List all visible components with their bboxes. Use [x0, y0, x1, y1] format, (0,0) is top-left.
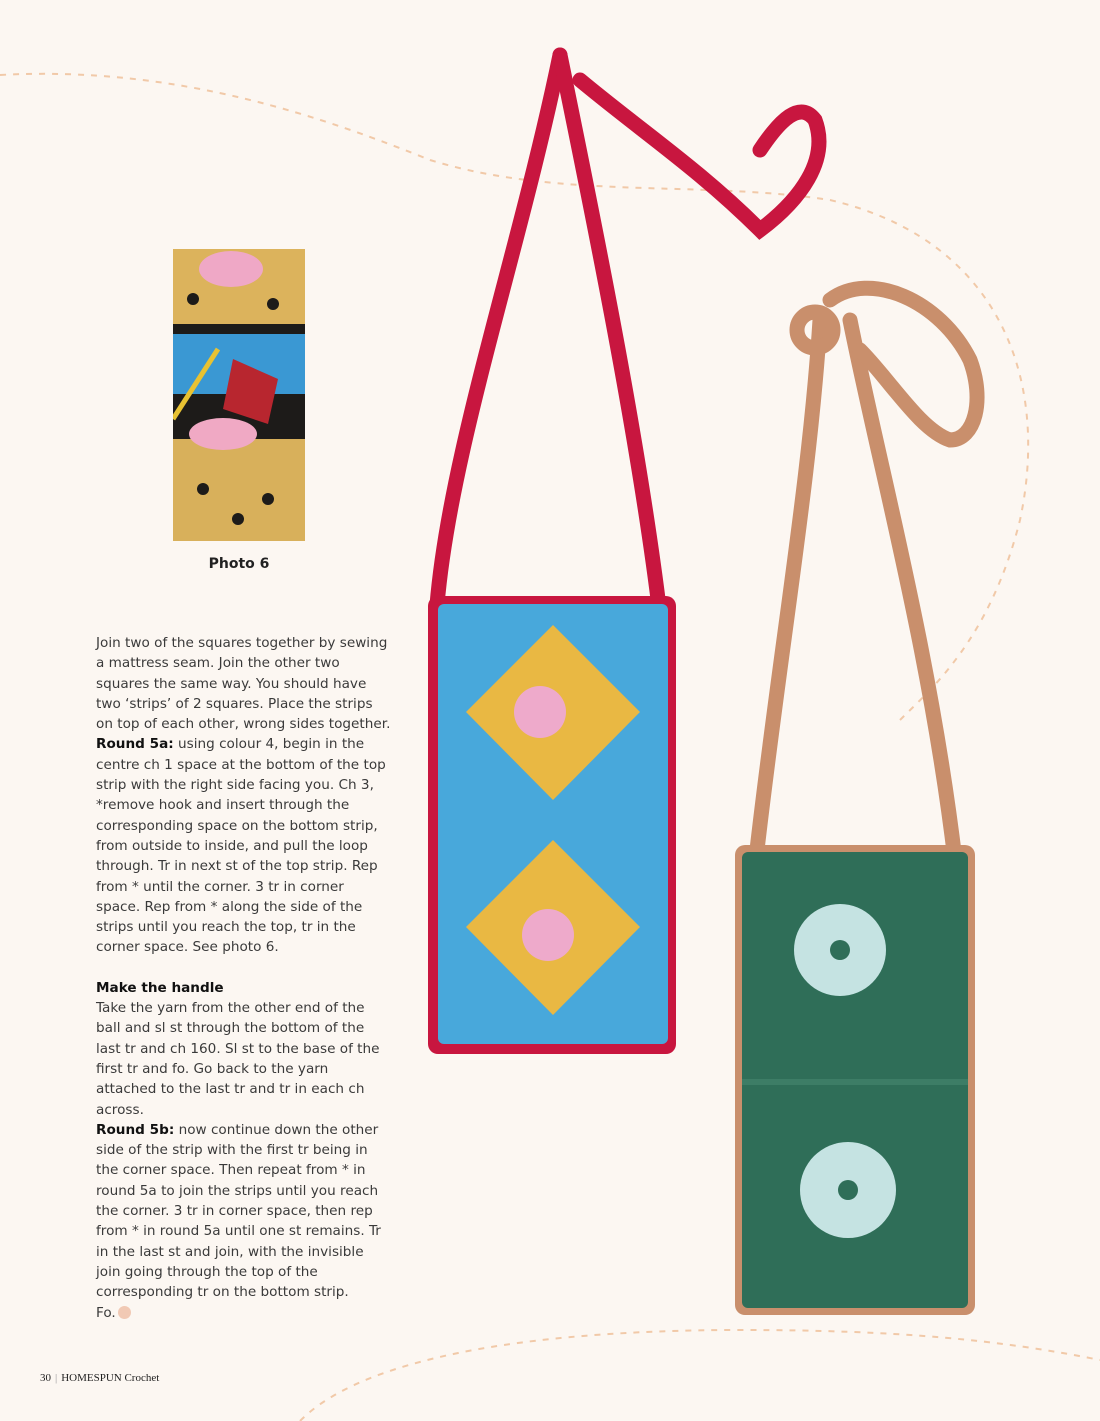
section-name: Crochet — [124, 1372, 160, 1384]
pattern-instructions — [96, 633, 391, 1323]
page-footer — [40, 1372, 159, 1384]
handle-heading: Make the handle — [96, 979, 224, 996]
round-5b-text: now continue down the other side of the strip with the first tr being in the corner space. Then repeat from * in round 5a to join the strips until you reach the corner. 3 tr in corner space, then rep from * in round 5a until one st remains. Tr in the last st and join, with the invisible join going through the top of the corresponding tr on the bottom strip. — [96, 1121, 381, 1301]
page-number: 30 — [40, 1372, 51, 1384]
footer-separator: | — [55, 1372, 58, 1384]
round-5a-label: Round 5a: — [96, 736, 174, 753]
yarn-ball-icon — [118, 1306, 131, 1319]
round-5a-text: using colour 4, begin in the centre ch 1 space at the bottom of the top strip with the right side facing you. Ch 3, *remove hook and insert through the corresponding space on the bottom strip, from outside to inside, and pull the loop through. Tr in next st of the top strip. Rep from * until the corner. 3 tr in corner space. Rep from * along the side of the strips until you reach the top, tr in the corner space. See photo 6. — [96, 736, 386, 956]
round-5b-paragraph — [96, 1120, 391, 1303]
publication-name: HOMESPUN — [61, 1372, 122, 1384]
handle-paragraph: Take the yarn from the other end of the ball and sl st through the bottom of the last tr and ch 160. Sl st to the base of the first tr and fo. Go back to the yarn attached to the last tr and tr in each ch across. — [96, 1000, 380, 1118]
round-5a-paragraph — [96, 734, 391, 957]
intro-paragraph: Join two of the squares together by sewing a mattress seam. Join the other two squares the same way. You should have two ‘strips’ of 2 squares. Place the strips on top of each other, wrong sides together. — [96, 635, 391, 733]
end-paragraph: Fo. — [96, 1303, 391, 1323]
round-5b-label: Round 5b: — [96, 1121, 175, 1138]
photo-caption: Photo 6 — [208, 556, 270, 572]
